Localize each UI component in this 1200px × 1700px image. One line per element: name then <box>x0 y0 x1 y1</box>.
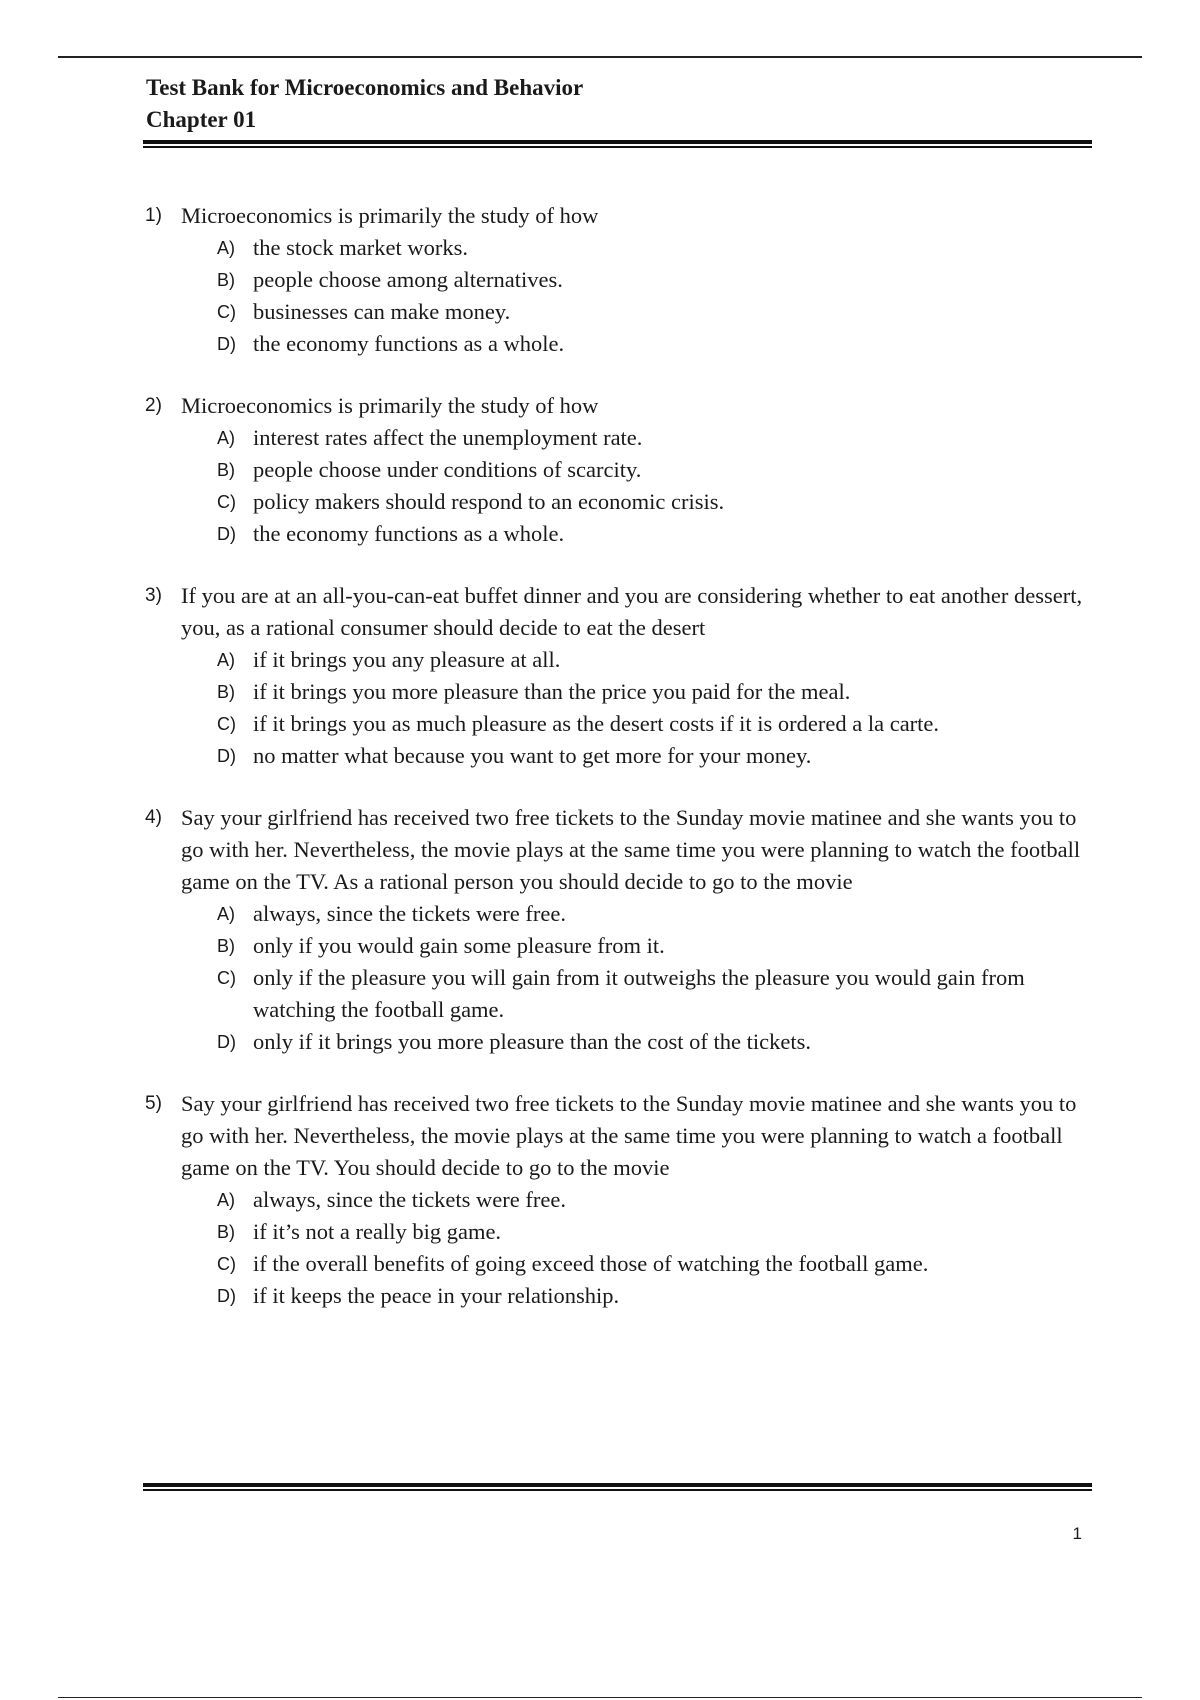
answer-options <box>217 422 1095 550</box>
option-text: people choose among alternatives. <box>253 267 563 292</box>
question-number: 1) <box>145 205 162 226</box>
question-text: Microeconomics is primarily the study of how <box>181 203 599 228</box>
option-text: the economy functions as a whole. <box>253 521 565 546</box>
question-text: Microeconomics is primarily the study of how <box>181 393 599 418</box>
option-letter: C) <box>217 1254 236 1274</box>
document-header <box>146 72 1096 136</box>
option-text: always, since the tickets were free. <box>253 1187 566 1212</box>
answer-option <box>217 328 1095 360</box>
question-list <box>145 200 1095 1342</box>
option-text: only if the pleasure you will gain from it outweighs the pleasure you would gain from watching the football game. <box>253 965 1025 1022</box>
answer-option <box>217 740 1095 772</box>
answer-options <box>217 898 1095 1058</box>
question-1 <box>145 200 1095 360</box>
question-3 <box>145 580 1095 772</box>
question-4 <box>145 802 1095 1058</box>
option-letter: A) <box>217 650 235 670</box>
answer-options <box>217 1184 1095 1312</box>
answer-option <box>217 518 1095 550</box>
answer-option <box>217 1280 1095 1312</box>
answer-option <box>217 1026 1095 1058</box>
option-letter: C) <box>217 714 236 734</box>
option-text: if it brings you as much pleasure as the desert costs if it is ordered a la carte. <box>253 711 940 736</box>
question-text: Say your girlfriend has received two free tickets to the Sunday movie matinee and she wants you to go with her. Nevertheless, the movie plays at the same time you were planning to watch the football game on the TV. As a rational person you should decide to go to the movie <box>181 805 1081 894</box>
question-2 <box>145 390 1095 550</box>
question-text: If you are at an all-you-can-eat buffet dinner and you are considering whether to eat another dessert, you, as a rational consumer should decide to eat the desert <box>181 583 1083 640</box>
answer-option <box>217 708 1095 740</box>
answer-option <box>217 1184 1095 1216</box>
option-letter: C) <box>217 302 236 322</box>
document-title: Test Bank for Microeconomics and Behavior <box>146 75 584 100</box>
option-letter: A) <box>217 238 235 258</box>
answer-option <box>217 422 1095 454</box>
answer-option <box>217 898 1095 930</box>
question-5 <box>145 1088 1095 1312</box>
answer-option <box>217 486 1095 518</box>
footer-double-rule <box>143 1483 1092 1491</box>
option-text: interest rates affect the unemployment rate. <box>253 425 643 450</box>
option-text: only if it brings you more pleasure than the cost of the tickets. <box>253 1029 811 1054</box>
option-letter: B) <box>217 1222 235 1242</box>
page-bottom-rule <box>58 1697 1142 1698</box>
option-letter: D) <box>217 1286 236 1306</box>
option-text: if it keeps the peace in your relationship. <box>253 1283 620 1308</box>
question-number: 5) <box>145 1093 162 1114</box>
option-text: if it brings you any pleasure at all. <box>253 647 561 672</box>
question-number: 2) <box>145 395 162 416</box>
chapter-label: Chapter 01 <box>146 107 257 132</box>
option-letter: A) <box>217 1190 235 1210</box>
option-text: people choose under conditions of scarcity. <box>253 457 642 482</box>
answer-option <box>217 962 1095 1026</box>
header-double-rule <box>143 140 1092 148</box>
option-text: policy makers should respond to an economic crisis. <box>253 489 725 514</box>
option-letter: D) <box>217 1032 236 1052</box>
option-letter: B) <box>217 270 235 290</box>
option-letter: C) <box>217 968 236 988</box>
answer-options <box>217 232 1095 360</box>
answer-option <box>217 264 1095 296</box>
answer-option <box>217 676 1095 708</box>
answer-options <box>217 644 1095 772</box>
answer-option <box>217 930 1095 962</box>
answer-option <box>217 232 1095 264</box>
option-text: no matter what because you want to get more for your money. <box>253 743 812 768</box>
option-text: businesses can make money. <box>253 299 511 324</box>
option-letter: A) <box>217 428 235 448</box>
option-letter: B) <box>217 936 235 956</box>
answer-option <box>217 1248 1095 1280</box>
option-letter: A) <box>217 904 235 924</box>
option-letter: D) <box>217 334 236 354</box>
option-text: the stock market works. <box>253 235 468 260</box>
option-text: if the overall benefits of going exceed those of watching the football game. <box>253 1251 929 1276</box>
answer-option <box>217 296 1095 328</box>
option-letter: D) <box>217 524 236 544</box>
option-letter: B) <box>217 682 235 702</box>
option-letter: D) <box>217 746 236 766</box>
option-text: only if you would gain some pleasure from it. <box>253 933 665 958</box>
option-text: the economy functions as a whole. <box>253 331 565 356</box>
page-number: 1 <box>1072 1524 1082 1543</box>
option-letter: C) <box>217 492 236 512</box>
option-letter: B) <box>217 460 235 480</box>
answer-option <box>217 644 1095 676</box>
option-text: if it’s not a really big game. <box>253 1219 502 1244</box>
question-text: Say your girlfriend has received two free tickets to the Sunday movie matinee and she wants you to go with her. Nevertheless, the movie plays at the same time you were planning to watch a football game on the TV. You should decide to go to the movie <box>181 1091 1077 1180</box>
option-text: if it brings you more pleasure than the price you paid for the meal. <box>253 679 851 704</box>
question-number: 4) <box>145 807 162 828</box>
answer-option <box>217 454 1095 486</box>
option-text: always, since the tickets were free. <box>253 901 566 926</box>
question-number: 3) <box>145 585 162 606</box>
page-top-rule <box>58 56 1142 58</box>
answer-option <box>217 1216 1095 1248</box>
